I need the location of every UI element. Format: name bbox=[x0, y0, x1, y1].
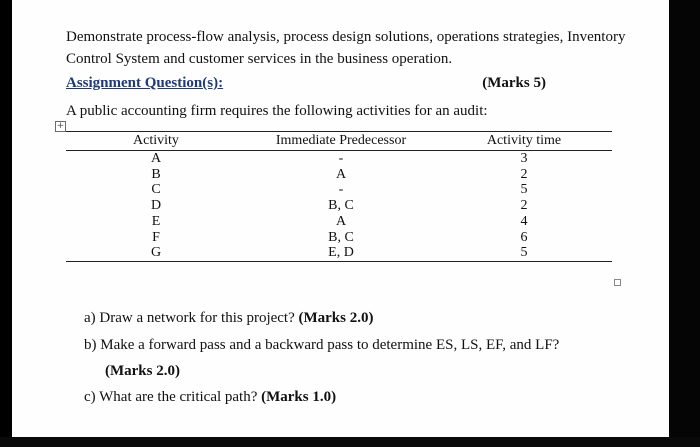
table-row bbox=[66, 230, 612, 246]
lead-sentence: A public accounting firm requires the following activities for an audit: bbox=[66, 103, 488, 119]
cell-predecessor: B, C bbox=[328, 198, 354, 214]
question-a bbox=[84, 310, 374, 327]
intro-paragraph: Demonstrate process-flow analysis, process design solutions, operations strategies, Inventory Control System and customer services in the business operation. bbox=[66, 29, 626, 67]
resize-handle-icon[interactable] bbox=[614, 279, 621, 286]
page-shadow-edge bbox=[669, 0, 700, 447]
cell-predecessor: A bbox=[335, 213, 347, 229]
move-handle-icon[interactable]: + bbox=[56, 121, 65, 131]
question-b-text: b) Make a forward pass and a backward pass to determine ES, LS, EF, and LF? bbox=[84, 337, 560, 353]
header-activity-time: Activity time bbox=[486, 133, 562, 148]
cell-predecessor: - bbox=[338, 151, 344, 166]
cell-activity: C bbox=[151, 182, 161, 198]
cell-activity: A bbox=[150, 151, 162, 166]
cell-predecessor: B, C bbox=[328, 229, 354, 245]
question-c-marks: (Marks 1.0) bbox=[261, 389, 337, 405]
cell-time: 5 bbox=[520, 245, 528, 261]
table-row bbox=[66, 245, 612, 261]
cell-predecessor: A bbox=[335, 166, 347, 182]
table-row bbox=[66, 167, 612, 183]
cell-predecessor: - bbox=[338, 182, 344, 198]
cell-time: 2 bbox=[520, 166, 528, 182]
question-c-text: c) What are the critical path? bbox=[84, 389, 262, 405]
table-header-row bbox=[66, 132, 612, 151]
table-row bbox=[66, 214, 612, 230]
question-a-marks: (Marks 2.0) bbox=[298, 310, 374, 326]
cell-activity: E bbox=[151, 213, 161, 229]
cell-time: 3 bbox=[520, 151, 528, 166]
cell-time: 4 bbox=[520, 213, 528, 229]
question-c bbox=[84, 389, 336, 406]
cell-activity: G bbox=[150, 245, 162, 261]
table-row bbox=[66, 151, 612, 167]
question-b-marks: (Marks 2.0) bbox=[105, 363, 180, 379]
cell-time: 5 bbox=[520, 182, 528, 198]
assignment-marks: (Marks 5) bbox=[482, 75, 546, 91]
header-predecessor: Immediate Predecessor bbox=[275, 133, 407, 148]
activity-table bbox=[66, 131, 612, 262]
cell-activity: B bbox=[151, 166, 161, 182]
assignment-heading bbox=[66, 75, 546, 92]
cell-predecessor: E, D bbox=[328, 245, 354, 261]
cell-time: 2 bbox=[520, 198, 528, 214]
question-b bbox=[84, 337, 559, 354]
bottom-strip bbox=[0, 437, 700, 447]
question-b-marks-line bbox=[105, 363, 180, 380]
question-a-text: a) Draw a network for this project? bbox=[84, 310, 299, 326]
table-row bbox=[66, 198, 612, 214]
table-row bbox=[66, 182, 612, 198]
cell-activity: F bbox=[152, 229, 160, 245]
assignment-title: Assignment Question(s): bbox=[66, 75, 224, 91]
header-activity: Activity bbox=[133, 133, 179, 148]
cell-time: 6 bbox=[520, 229, 528, 245]
cell-activity: D bbox=[150, 198, 162, 214]
